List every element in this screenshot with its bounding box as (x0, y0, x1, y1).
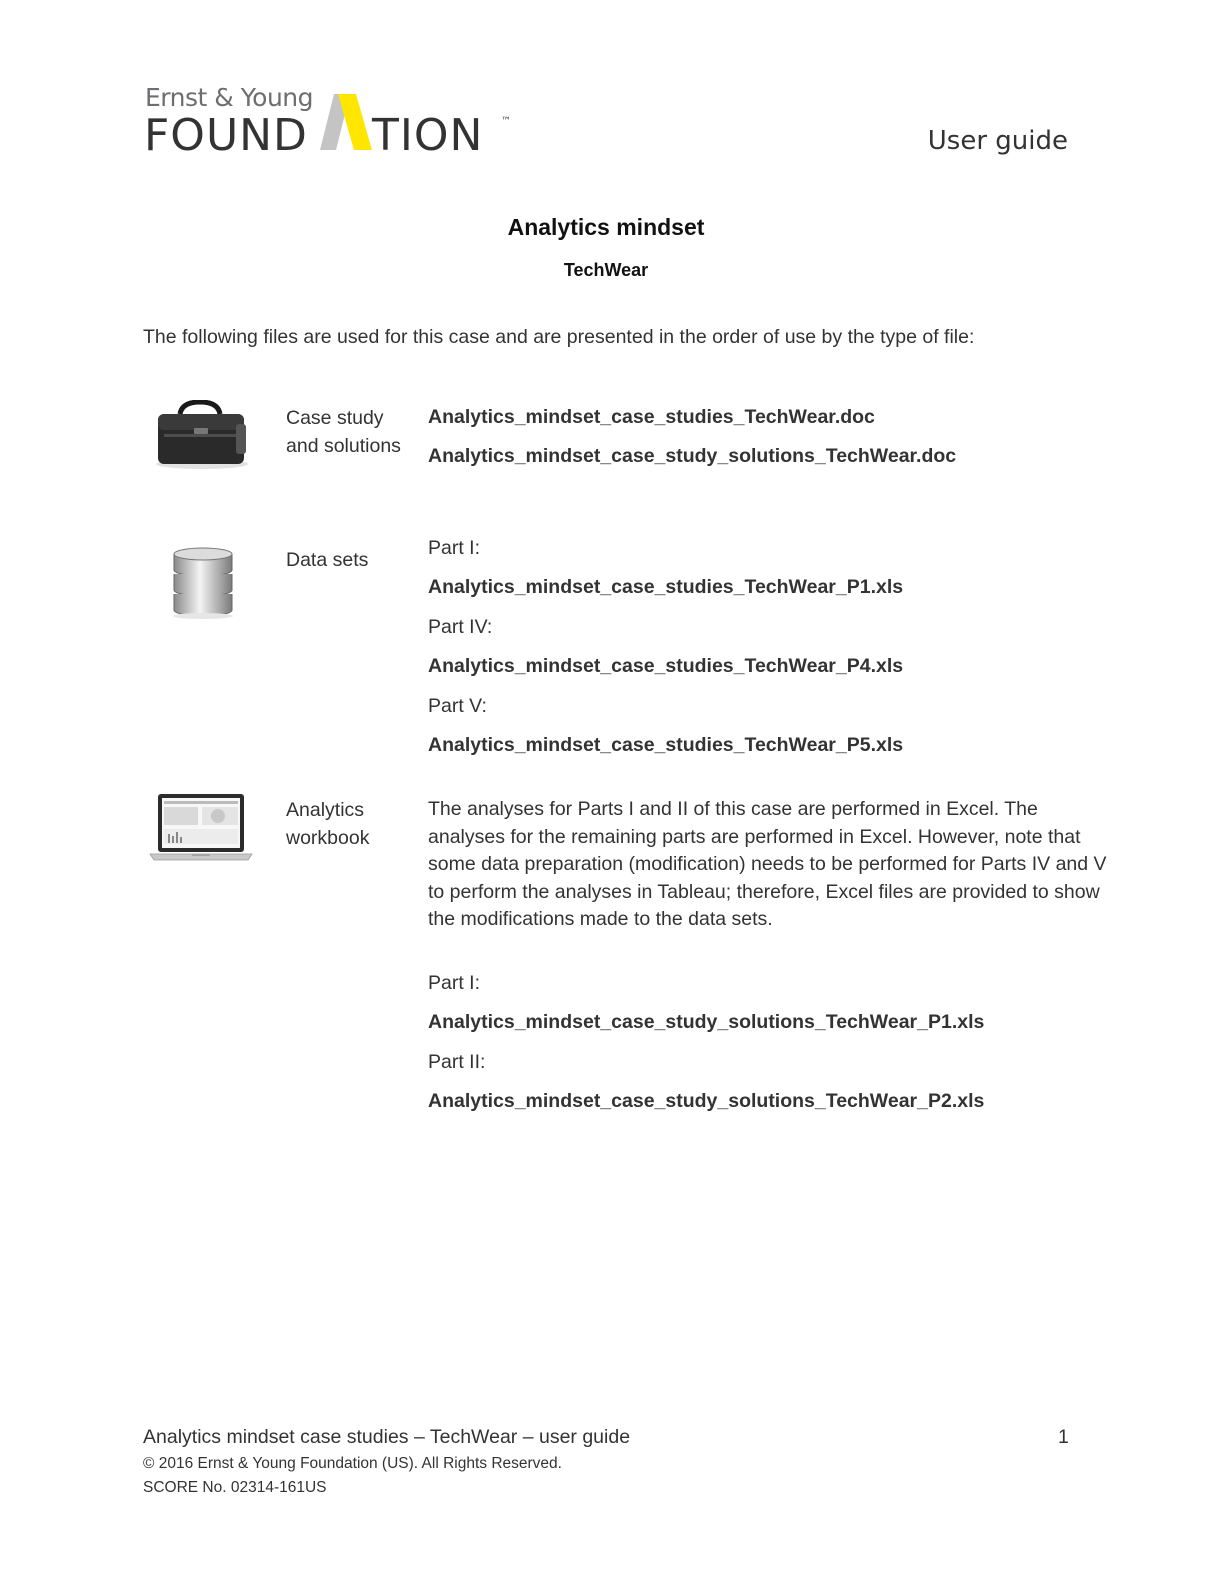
intro-paragraph: The following files are used for this case and are presented in the order of use by the type of file: (143, 326, 975, 348)
label-line: and solutions (286, 435, 401, 457)
laptop-icon (148, 792, 254, 864)
page-subtitle: TechWear (563, 260, 649, 280)
footer-title: Analytics mindset case studies – TechWear – user guide (143, 1426, 631, 1448)
file-name: Analytics_mindset_case_study_solutions_TechWear.doc (428, 445, 957, 467)
doc-type-label: User guide (927, 126, 1068, 156)
page-number: 1 (1058, 1426, 1069, 1448)
file-name: Analytics_mindset_case_study_solutions_TechWear_P2.xls (428, 1090, 985, 1112)
workbook-description: The analyses for Parts I and II of this case are performed in Excel. The analyses for the remaining parts are performed in Excel. However, note that some data preparation (modification) needs to be performed for Parts IV and V to perform the analyses in Tableau; therefore, Excel files are provided to show the modifications made to the data sets. (428, 798, 1107, 931)
part-label: Part II: (428, 1051, 486, 1073)
part-label: Part I: (428, 537, 481, 559)
label-line: Analytics (286, 799, 365, 821)
footer-score: SCORE No. 02314-161US (143, 1479, 327, 1496)
svg-text:FOUND: FOUND (144, 110, 308, 160)
analytics-workbook-label (286, 796, 369, 852)
part-label: Part IV: (428, 616, 493, 638)
part-label: Part V: (428, 695, 487, 717)
file-name: Analytics_mindset_case_studies_TechWear_P5.xls (428, 734, 904, 756)
case-study-label (286, 404, 401, 460)
logo-top-text: Ernst & Young (145, 83, 313, 112)
label-line: workbook (286, 827, 370, 849)
label-line: Case study (286, 407, 384, 429)
data-sets-label (286, 546, 368, 574)
briefcase-icon (150, 400, 252, 470)
footer-copyright: © 2016 Ernst & Young Foundation (US). All Rights Reserved. (143, 1455, 562, 1472)
svg-text:TION: TION (372, 110, 484, 160)
database-icon (168, 544, 238, 620)
logo-wordmark (144, 84, 524, 160)
label-line: Data sets (286, 549, 369, 571)
file-name: Analytics_mindset_case_studies_TechWear_P1.xls (428, 576, 904, 598)
file-name: Analytics_mindset_case_study_solutions_TechWear_P1.xls (428, 1011, 985, 1033)
trademark-mark: ™ (501, 116, 511, 127)
file-name: Analytics_mindset_case_studies_TechWear_P4.xls (428, 655, 904, 677)
file-name: Analytics_mindset_case_studies_TechWear.doc (428, 406, 875, 428)
part-label: Part I: (428, 972, 481, 994)
page-title: Analytics mindset (507, 214, 705, 240)
foundation-logo (144, 84, 524, 160)
